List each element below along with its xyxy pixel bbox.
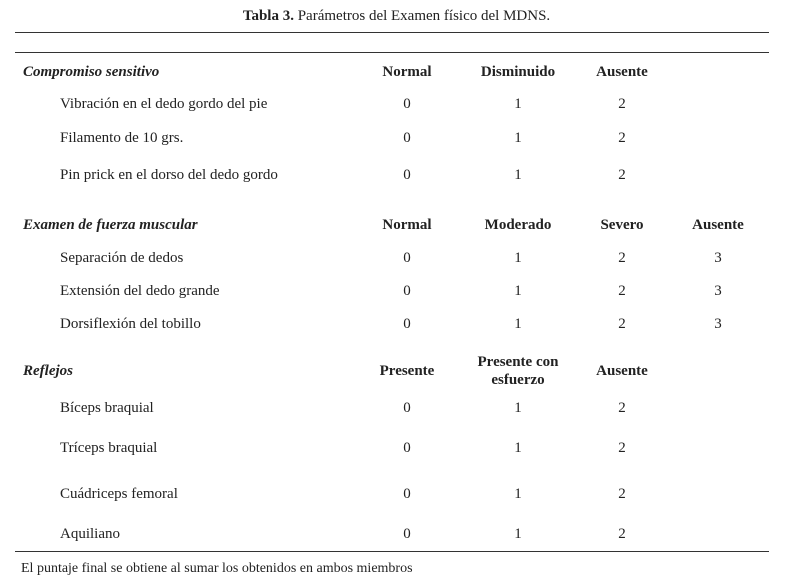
col-header-normal: Normal	[382, 64, 432, 80]
top-rule-2	[15, 52, 769, 53]
row-label: Tríceps braquial	[60, 440, 158, 456]
cell-value: 2	[618, 283, 626, 299]
cell-value: 1	[514, 400, 522, 416]
col-header-ausente: Ausente	[596, 363, 648, 379]
col-header-normal: Normal	[382, 217, 432, 233]
cell-value: 2	[618, 400, 626, 416]
col-header-line: esfuerzo	[491, 372, 545, 388]
cell-value: 0	[403, 167, 411, 183]
cell-value: 1	[514, 316, 522, 332]
row-label: Cuádriceps femoral	[60, 486, 178, 502]
cell-value: 2	[618, 250, 626, 266]
top-rule-1	[15, 32, 769, 33]
row-label: Separación de dedos	[60, 250, 184, 266]
row-label: Filamento de 10 grs.	[60, 130, 184, 146]
cell-value: 0	[403, 400, 411, 416]
row-label: Aquiliano	[60, 526, 120, 542]
row-label: Extensión del dedo grande	[60, 283, 220, 299]
cell-value: 1	[514, 167, 522, 183]
col-header-presente: Presente	[379, 363, 435, 379]
cell-value: 2	[618, 167, 626, 183]
section-title-muscle: Examen de fuerza muscular	[23, 217, 198, 233]
cell-value: 1	[514, 250, 522, 266]
cell-value: 2	[618, 96, 626, 112]
row-label: Vibración en el dedo gordo del pie	[60, 96, 268, 112]
cell-value: 3	[714, 250, 722, 266]
bottom-rule	[15, 551, 769, 552]
cell-value: 1	[514, 526, 522, 542]
col-header-moderado: Moderado	[484, 217, 552, 233]
row-label: Dorsiflexión del tobillo	[60, 316, 201, 332]
section-title-reflexes: Reflejos	[23, 363, 73, 379]
table-caption	[0, 8, 793, 25]
table-caption-text: Parámetros del Examen físico del MDNS.	[293, 8, 551, 24]
cell-value: 2	[618, 130, 626, 146]
row-label: Bíceps braquial	[60, 400, 154, 416]
table-footnote: El puntaje final se obtiene al sumar los obtenidos en ambos miembros	[21, 561, 413, 576]
col-header-ausente: Ausente	[692, 217, 744, 233]
cell-value: 2	[618, 440, 626, 456]
col-header-presente-con-esfuerzo	[458, 353, 578, 389]
cell-value: 3	[714, 316, 722, 332]
section-title-sensory: Compromiso sensitivo	[23, 64, 160, 80]
cell-value: 0	[403, 96, 411, 112]
cell-value: 2	[618, 316, 626, 332]
cell-value: 0	[403, 316, 411, 332]
table-caption-label: Tabla 3.	[242, 8, 294, 24]
cell-value: 1	[514, 96, 522, 112]
cell-value: 0	[403, 486, 411, 502]
col-header-severo: Severo	[600, 217, 644, 233]
cell-value: 0	[403, 250, 411, 266]
cell-value: 2	[618, 486, 626, 502]
cell-value: 0	[403, 526, 411, 542]
cell-value: 0	[403, 130, 411, 146]
cell-value: 1	[514, 283, 522, 299]
cell-value: 1	[514, 440, 522, 456]
col-header-disminuido: Disminuido	[480, 64, 556, 80]
cell-value: 1	[514, 130, 522, 146]
cell-value: 3	[714, 283, 722, 299]
cell-value: 2	[618, 526, 626, 542]
cell-value: 0	[403, 283, 411, 299]
cell-value: 1	[514, 486, 522, 502]
row-label: Pin prick en el dorso del dedo gordo	[60, 167, 278, 183]
col-header-ausente: Ausente	[596, 64, 648, 80]
cell-value: 0	[403, 440, 411, 456]
col-header-line: Presente con	[477, 354, 559, 370]
